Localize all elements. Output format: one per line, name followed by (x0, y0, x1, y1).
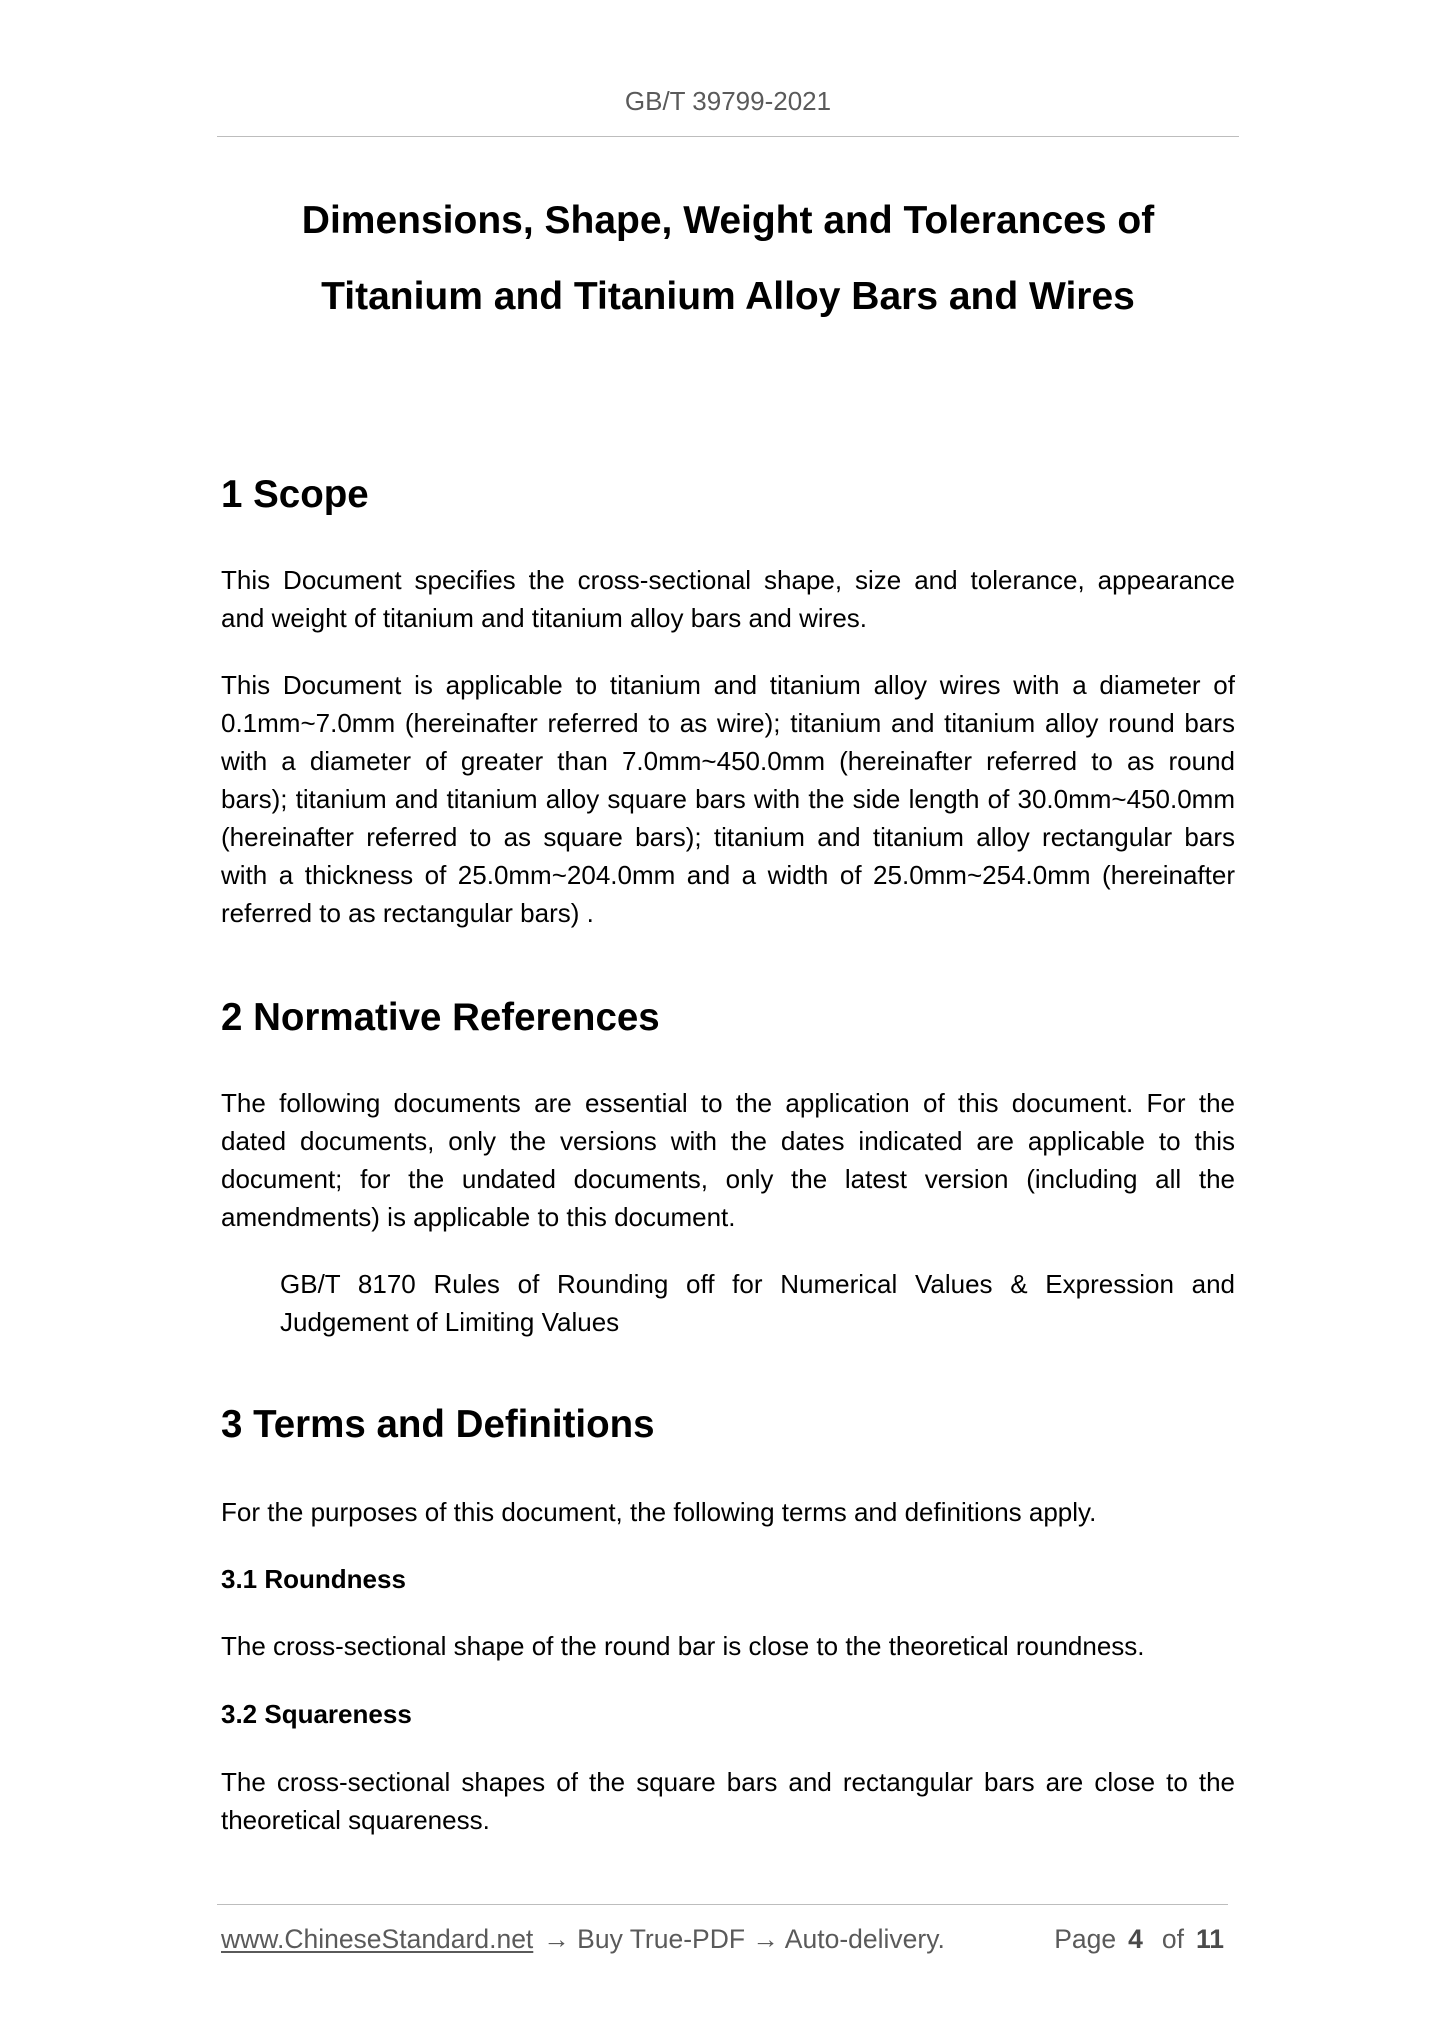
paragraph-line: (hereinafter referred to as square bars); titanium and titanium alloy rectangular bars (221, 822, 1235, 852)
header-divider (217, 136, 1239, 137)
term-heading-squareness: 3.2 Squareness (221, 1699, 412, 1729)
site-link[interactable]: www.ChineseStandard.net (221, 1924, 534, 1954)
section-heading-terms-and-definitions: 3 Terms and Definitions (221, 1403, 655, 1446)
document-title (221, 183, 1235, 335)
footer-tagline: → Buy True-PDF → Auto-delivery. (543, 1924, 945, 1954)
paragraph-line: This Document is applicable to titanium and titanium alloy wires with a diameter of (221, 670, 1235, 700)
paragraph-line: dated documents, only the versions with the dates indicated are applicable to this (221, 1126, 1235, 1156)
paragraph-line: document; for the undated documents, only the latest version (including all the (221, 1164, 1235, 1194)
paragraph-line: The cross-sectional shapes of the square bars and rectangular bars are close to the (221, 1767, 1235, 1797)
paragraph-line: theoretical squareness. (221, 1805, 490, 1835)
paragraph-line: The cross-sectional shape of the round bar is close to the theoretical roundness. (221, 1631, 1145, 1661)
paragraph-line: GB/T 8170 Rules of Rounding off for Numerical Values & Expression and (280, 1269, 1235, 1299)
page-indicator (1054, 1921, 1224, 1957)
paragraph-line: This Document specifies the cross-sectional shape, size and tolerance, appearance (221, 565, 1235, 595)
section-heading-normative-references: 2 Normative References (221, 996, 660, 1039)
term-heading-roundness: 3.1 Roundness (221, 1564, 406, 1594)
normative-references-intro (221, 1084, 1235, 1236)
total-pages: 11 (1195, 1924, 1224, 1954)
page-label: Page (1054, 1924, 1117, 1954)
paragraph-line: bars); titanium and titanium alloy square bars with the side length of 30.0mm~450.0mm (221, 784, 1235, 814)
page-of-label: of (1161, 1924, 1184, 1954)
terms-intro (221, 1493, 1235, 1531)
paragraph-line: For the purposes of this document, the following terms and definitions apply. (221, 1497, 1097, 1527)
section-heading-scope: 1 Scope (221, 473, 369, 516)
title-line-2: Titanium and Titanium Alloy Bars and Wires (321, 275, 1135, 318)
term-definition-squareness (221, 1763, 1235, 1839)
footer-promo (221, 1921, 945, 1957)
title-line-1: Dimensions, Shape, Weight and Tolerances of (301, 199, 1155, 242)
paragraph-line: The following documents are essential to the application of this document. For the (221, 1088, 1235, 1118)
paragraph-line: 0.1mm~7.0mm (hereinafter referred to as wire); titanium and titanium alloy round bars (221, 708, 1235, 738)
footer-divider (217, 1904, 1228, 1905)
standard-number-header: GB/T 39799-2021 (624, 86, 832, 116)
term-definition-roundness (221, 1627, 1235, 1665)
scope-paragraph-2 (221, 666, 1235, 932)
paragraph-line: Judgement of Limiting Values (280, 1307, 620, 1337)
paragraph-line: and weight of titanium and titanium alloy bars and wires. (221, 603, 868, 633)
paragraph-line: referred to as rectangular bars) . (221, 898, 594, 928)
reference-entry (280, 1265, 1235, 1341)
scope-paragraph-1 (221, 561, 1235, 637)
paragraph-line: amendments) is applicable to this document. (221, 1202, 736, 1232)
paragraph-line: with a thickness of 25.0mm~204.0mm and a width of 25.0mm~254.0mm (hereinafter (221, 860, 1235, 890)
current-page-number: 4 (1128, 1924, 1143, 1954)
paragraph-line: with a diameter of greater than 7.0mm~450.0mm (hereinafter referred to as round (221, 746, 1235, 776)
